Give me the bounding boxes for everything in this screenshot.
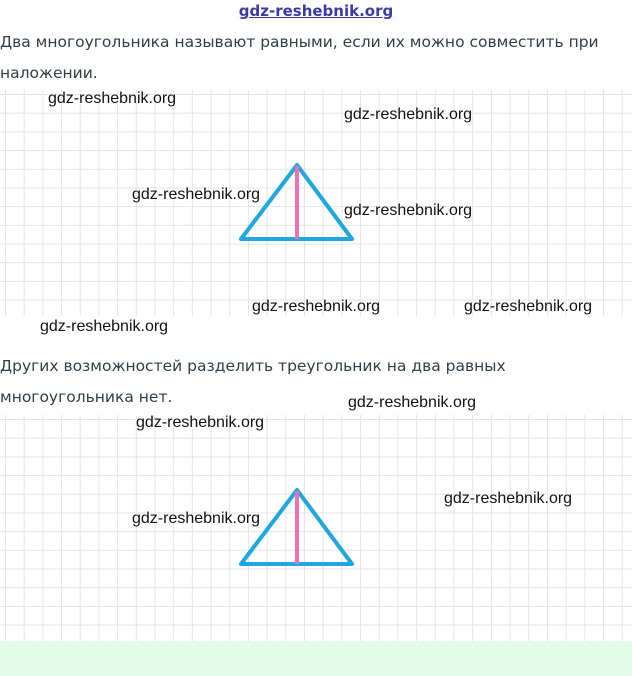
watermark: gdz-reshebnik.org [464,298,593,315]
conclusion-paragraph: Других возможностей разделить треугольник на два равных многоугольника нет. [0,357,506,406]
watermark: gdz-reshebnik.org [344,202,473,219]
watermark: gdz-reshebnik.org [132,186,261,203]
grid-figure-2 [0,415,632,641]
triangle-figure-1 [0,90,632,316]
site-link[interactable]: gdz-reshebnik.org [238,2,394,20]
watermark: gdz-reshebnik.org [132,510,261,527]
definition-paragraph: Два многоугольника называют равными, если их можно совместить при наложении. [0,33,599,82]
watermark: gdz-reshebnik.org [136,414,265,431]
watermark: gdz-reshebnik.org [48,90,177,107]
watermark: gdz-reshebnik.org [252,298,381,315]
watermark: gdz-reshebnik.org [444,490,573,507]
watermark: gdz-reshebnik.org [40,318,169,335]
watermark: gdz-reshebnik.org [344,106,473,123]
bottom-band [0,641,632,676]
watermark: gdz-reshebnik.org [348,394,477,411]
grid-figure-1 [0,90,632,316]
triangle-figure-2 [0,415,632,641]
